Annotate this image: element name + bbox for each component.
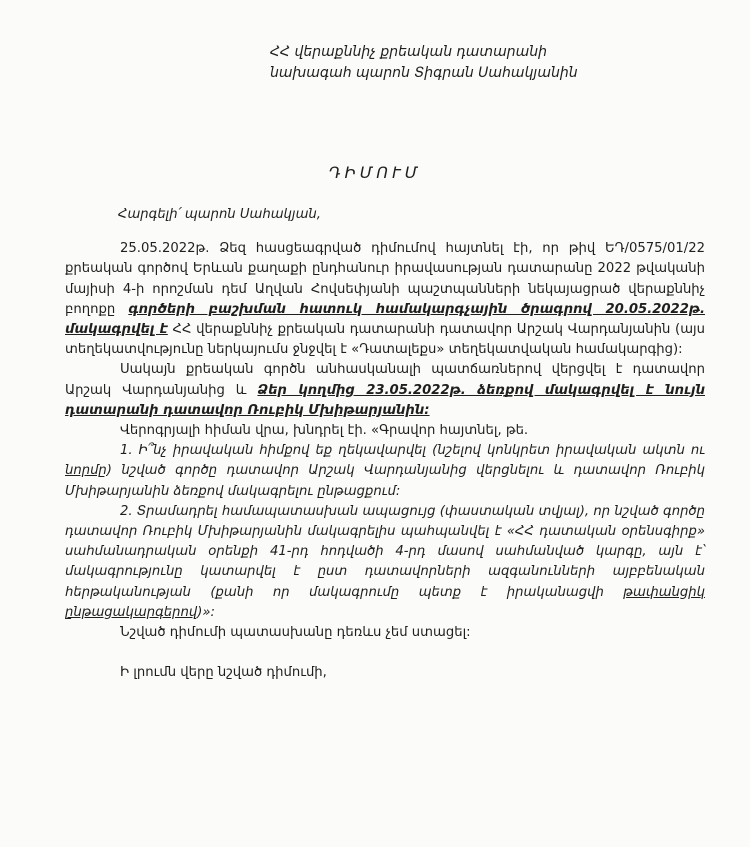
paragraph-4: Նշված դիմումի պատասխանը դեռևս չեմ ստացել: [120,625,471,641]
paragraph-1-tail: ՀՀ վերաքննիչ քրեական դատարանի դատավոր Արշակ Վարդանյանին (այս տեղեկատվությունը ներկայումս ջնջվել է «Դատալեքս» տեղեկատվական համակարգից): [65,322,705,358]
request-item-2-underlined: թափանցիկ ընթացակարգերով [65,584,705,620]
request-item-1-tail: ) նշված գործը դատավոր Արշակ Վարդանյանից վերցնելու և դատավոր Ռուբիկ Մխիթարյանին ձեռքով մակագրելու ընթացքում: [65,463,705,499]
paragraph-2 [65,360,705,421]
request-item-2-text: 2. Տրամադրել համապատասխան ապացույց (փաստական տվյալ), որ նշված գործը դատավոր Ռուբիկ Մխիթարյանին մակագրելիս պահպանվել է «ՀՀ դատական օրենսգիրք» սահմանադրական օրենքի 41-րդ հոդվածի 4-րդ մասով սահմանված կարգը, այն է՝ մակագրությունը կատարվել է ըստ դատավորների ազգանունների այբբենական հերթականության (քանի որ մակագրումը պետք է իրականացվի [65,503,705,600]
request-item-2-tail: )»: [197,604,215,620]
request-item-1-underlined: նորմը [65,463,107,479]
document-title: ԴԻՄՈՒՄ [328,163,422,182]
salutation: Հարգելի՛ պարոն Սահակյան, [118,207,321,222]
paragraph-2-emphasis: Ձեր կողմից 23.05.2022թ. ձեռքով մակագրվել է նույն դատարանի դատավոր Ռուբիկ Մխիթարյանին: [65,382,705,418]
paragraph-1 [65,239,705,360]
spacer [65,643,705,663]
request-item-1 [65,441,705,502]
paragraph-5: Ի լրումն վերը նշված դիմումի, [120,665,327,681]
addressee-line-2: նախագահ պարոն Տիգրան Սահակյանին [270,65,578,81]
letter-body [65,205,705,683]
paragraph-3: Վերոգրյալի հիման վրա, խնդրել էի. «Գրավոր հայտնել, թե. [120,423,529,439]
addressee-block [270,42,710,84]
addressee-line-1: ՀՀ վերաքննիչ քրեական դատարանի [270,44,547,60]
paragraph-1-text: 25.05.2022թ. Ձեզ հասցեագրված դիմումով հայտնել էի, որ թիվ ԵԴ/0575/01/22 քրեական գործով Երևան քաղաքի ընդհանուր իրավասության դատարանը 2022 թվականի մայիսի 4-ի որոշման դեմ Աղվան Հովսեփյանի պաշտպանների նեկայացրած վերաքննիչ բողոքը [65,241,705,317]
request-item-1-text: 1. Ի՞նչ իրավական հիմքով եք ղեկավարվել (նշելով կոնկրետ իրավական ակտն ու [120,443,705,459]
request-item-2 [65,502,705,623]
paragraph-1-emphasis: գործերի բաշխման հատուկ համակարգչային ծրագրով 20.05.2022թ. մակագրվել է [65,301,705,338]
paragraph-2-text: Սակայն քրեական գործն անհասկանալի պատճառներով վերցվել է դատավոր Արշակ Վարդանյանից և [65,362,705,398]
